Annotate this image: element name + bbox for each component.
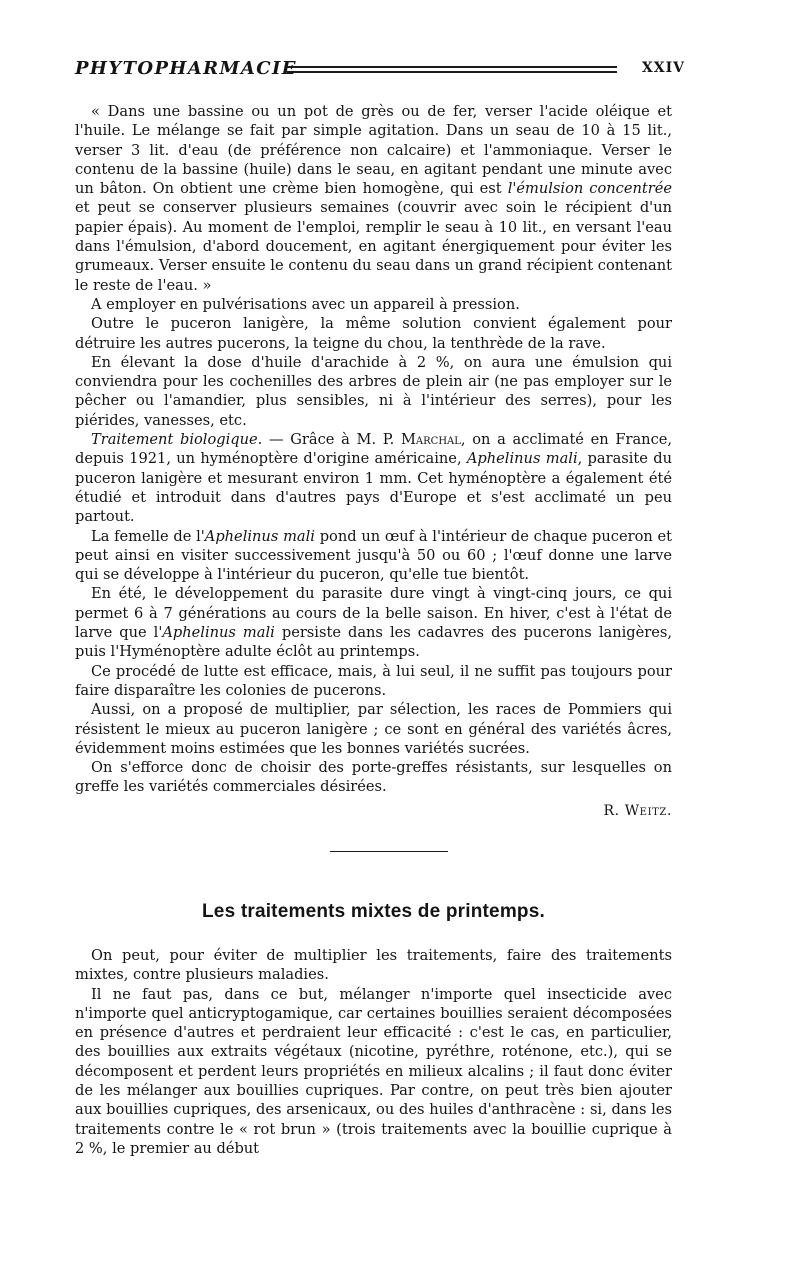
paragraph-summer: En été, le développement du parasite dure vingt à vingt-cinq jours, ce qui permet 6 à 7 générations au cours de la belle saison. En hiver, c'est à l'état de larve que l'Aphelinus mali persiste dans les cadavres des pucerons lanigères, puis l'Hyménoptère adulte éclôt au printemps. [75, 585, 672, 661]
subheading-biological: Traitement biologique. [91, 431, 263, 449]
paragraph-efficacy: Ce procédé de lutte est efficace, mais, à lui seul, il ne suffit pas toujours pour faire disparaître les colonies de pucerons. [75, 662, 672, 699]
paragraph-dose: En élevant la dose d'huile d'arachide à 2 %, on aura une émulsion qui conviendra pour les cochenilles des arbres de plein air (ne pas employer sur le pêcher ou l'amandier, plus sensibles, ni à l'intérieur des serres), pour les piérides, vanesses, etc. [75, 353, 672, 429]
paragraph-spray: A employer en pulvérisations avec un appareil à pression. [91, 295, 520, 313]
page-number: XXIV [641, 60, 685, 76]
paragraph-female: La femelle de l'Aphelinus mali pond un œuf à l'intérieur de chaque puceron et peut ainsi en visiter successivement jusqu'à 50 ou 60 ; l'œuf donne une larve qui se développe à l'intérieur du puceron, qu'elle tue bientôt. [75, 527, 673, 584]
paragraph-selection: Aussi, on a proposé de multiplier, par sélection, les races de Pommiers qui résistent le mieux au puceron lanigère ; ce sont en général des variétés âcres, évidemment moins estimées que les bonnes variétés sucrées. [75, 701, 672, 757]
header-double-rule [287, 66, 617, 73]
paragraph-other-pests: Outre le puceron lanigère, la même solution convient également pour détruire les autres pucerons, la teigne du chou, la tenthrède de la rave. [75, 315, 672, 352]
page-header [75, 58, 685, 86]
paragraph-rootstocks: On s'efforce donc de choisir des porte-greffes résistants, sur lesquelles on greffe les variétés commerciales désirées. [75, 759, 672, 796]
author-signature: R. Weitz. [603, 802, 672, 819]
paragraph-mixed-intro: On peut, pour éviter de multiplier les traitements, faire des traitements mixtes, contre plusieurs maladies. [75, 947, 672, 984]
section-separator [330, 851, 448, 852]
section-heading: Les traitements mixtes de printemps. [202, 901, 545, 922]
paragraph-biological-treatment: Traitement biologique. — Grâce à M. P. Marchal, on a acclimaté en France, depuis 1921, un hyménoptère d'origine américaine, Aphelinus mali, parasite du puceron lanigère et mesurant environ 1 mm. Cet hyménoptère a également été étudié et introduit dans d'autres pays d'Europe et s'est acclimaté un peu partout. [75, 431, 673, 526]
section-mixed-treatments [75, 946, 672, 1158]
paragraph-mixing-caution: Il ne faut pas, dans ce but, mélanger n'importe quel insecticide avec n'importe quel anticryptogamique, car certaines bouillies seraient décomposées en présence d'autres et perdraient leur efficacité : c'est le cas, en particulier, des bouillies aux extraits végétaux (nicotine, pyréthre, roténone, etc.), qui se décomposent et perdent leurs propriétés en milieux alcalins ; il faut donc éviter de les mélanger aux bouillies cupriques. Par contre, on peut très bien ajouter aux bouillies cupriques, des arsenicaux, ou des huiles d'anthracène : si, dans les traitements contre le « rot brun » (trois traitements avec la bouillie cuprique à 2 %, le premier au début [75, 985, 672, 1157]
quoted-emulsion-recipe: « Dans une bassine ou un pot de grès ou de fer, verser l'acide oléique et l'huile. Le mélange se fait par simple agitation. Dans un seau de 10 à 15 lit., verser 3 lit. d'eau (de préférence non calcaire) et l'ammoniaque. Verser le contenu de la bassine (huile) dans le seau, en agitant pendant une minute avec un bâton. On obtient une crème bien homogène, qui est l'émulsion concentrée et peut se conserver plusieurs semaines (couvrir avec soin le récipient d'un papier épais). Au moment de l'emploi, remplir le seau à 10 lit., en versant l'eau dans l'émulsion, d'abord doucement, en agitant énergiquement pour éviter les grumeaux. Verser ensuite le contenu du seau dans un grand récipient contenant le reste de l'eau. » [75, 103, 672, 294]
running-title: PHYTOPHARMACIE [75, 58, 297, 79]
section-aphid-treatment [75, 102, 672, 821]
